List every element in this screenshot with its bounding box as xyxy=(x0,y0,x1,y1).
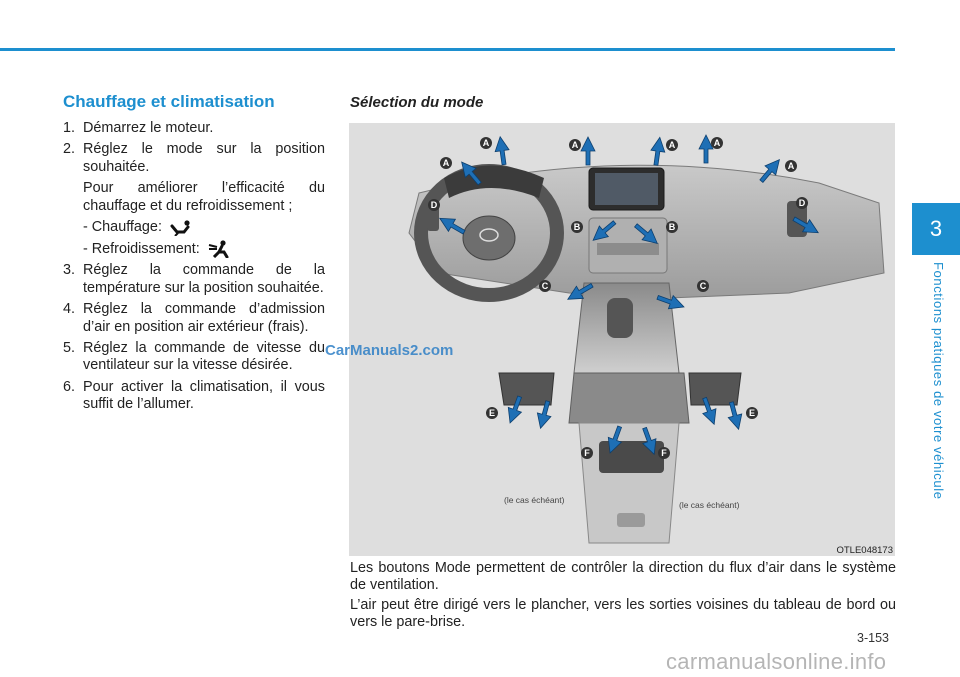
mode-buttons-paragraph: Les boutons Mode permettent de contrôler la direction du flux d’air dans le système de ventilation. xyxy=(350,560,896,594)
top-rule xyxy=(0,48,895,51)
step-4 xyxy=(63,301,325,336)
cooling-label: - Refroidissement: xyxy=(83,240,200,257)
svg-text:F: F xyxy=(584,448,590,458)
step-number: 3. xyxy=(63,262,76,279)
chapter-title: Fonctions pratiques de votre véhicule xyxy=(931,262,946,500)
step-1 xyxy=(63,120,325,137)
svg-text:E: E xyxy=(488,408,496,418)
step-number: 1. xyxy=(63,120,76,136)
svg-text:A: A xyxy=(713,138,721,148)
step-2 xyxy=(63,141,325,176)
mode-selection-title: Sélection du mode xyxy=(350,94,484,111)
svg-text:F: F xyxy=(661,448,667,458)
page-number: 3-153 xyxy=(857,631,889,645)
section-heading: Chauffage et climatisation xyxy=(63,92,275,111)
svg-text:B: B xyxy=(573,222,581,232)
floor-heat-icon xyxy=(170,220,192,236)
efficiency-note: Pour améliorer l’efficacité du chauffage et du refroidissement ; xyxy=(83,180,325,214)
svg-text:A: A xyxy=(787,161,795,171)
step-text: Réglez la commande de vitesse du ventilateur sur la vitesse désirée. xyxy=(83,340,325,374)
step-text: Pour activer la climatisation, il vous suffit de l’allumer. xyxy=(83,378,325,413)
steps-list xyxy=(63,120,325,418)
svg-text:B: B xyxy=(668,222,676,232)
step-text: Réglez le mode sur la position souhaitée. xyxy=(83,141,325,175)
face-vent-icon xyxy=(208,240,230,258)
step-number: 5. xyxy=(63,340,76,357)
svg-text:D: D xyxy=(430,200,438,210)
svg-text:D: D xyxy=(798,198,806,208)
cooling-line xyxy=(63,240,325,258)
heating-line xyxy=(63,219,325,236)
svg-text:A: A xyxy=(668,140,676,150)
footer-watermark[interactable]: carmanualsonline.info xyxy=(666,649,887,674)
chapter-tab xyxy=(912,203,960,255)
dashboard-vent-figure xyxy=(349,123,895,556)
caption-right: (le cas échéant) xyxy=(679,500,740,510)
svg-text:E: E xyxy=(748,408,756,418)
watermark-link[interactable]: CarManuals2.com xyxy=(325,342,454,359)
chapter-number: 3 xyxy=(929,216,943,241)
step-number: 4. xyxy=(63,301,76,318)
step-text: Réglez la commande de la température sur la position souhaitée. xyxy=(83,262,325,296)
step-number: 2. xyxy=(63,141,76,158)
svg-text:C: C xyxy=(541,281,549,291)
dashboard-illustration xyxy=(349,123,895,556)
figure-code: OTLE048173 xyxy=(836,545,893,556)
svg-text:A: A xyxy=(482,138,490,148)
step-3 xyxy=(63,262,325,297)
heating-label: - Chauffage: xyxy=(83,219,162,236)
svg-text:C: C xyxy=(699,281,707,291)
caption-left: (le cas échéant) xyxy=(504,495,565,505)
svg-text:A: A xyxy=(571,140,579,150)
step-6 xyxy=(63,379,325,414)
step-text: Démarrez le moteur. xyxy=(83,120,214,136)
airflow-paragraph: L’air peut être dirigé vers le plancher, vers les sorties voisines du tableau de bord ou vers le pare-brise. xyxy=(350,597,896,631)
step-5 xyxy=(63,340,325,375)
svg-text:A: A xyxy=(442,158,450,168)
step-text: Réglez la commande d’admission d’air en position air extérieur (frais). xyxy=(83,301,325,335)
step-number: 6. xyxy=(63,378,76,395)
